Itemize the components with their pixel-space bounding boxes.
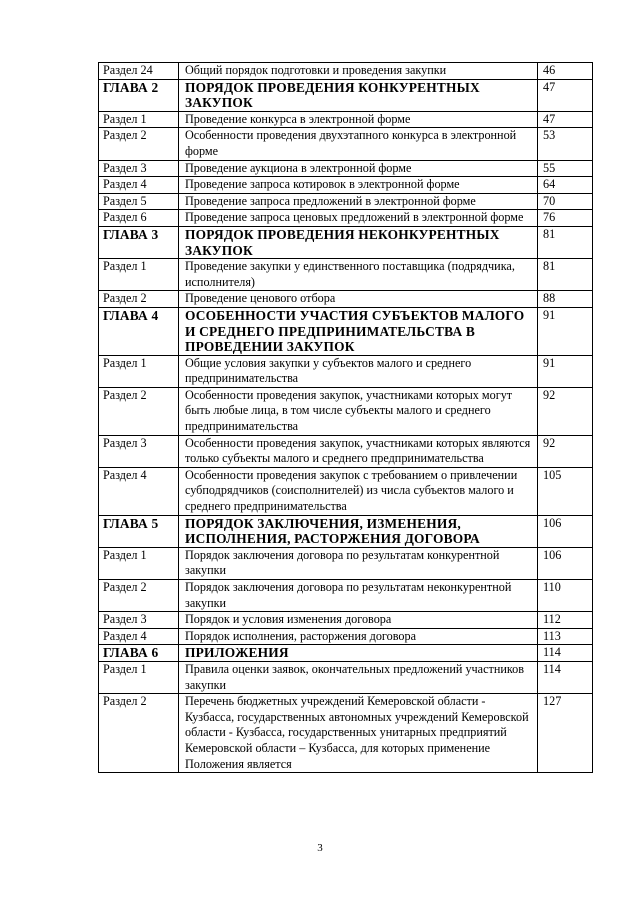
toc-entry-title: Порядок заключения договора по результатам конкурентной закупки xyxy=(179,547,538,579)
toc-page-number: 91 xyxy=(538,307,593,355)
toc-section-label: Раздел 4 xyxy=(99,467,179,515)
toc-page-number: 106 xyxy=(538,515,593,547)
toc-page-number: 112 xyxy=(538,612,593,629)
toc-entry-title: Порядок и условия изменения договора xyxy=(179,612,538,629)
toc-page-number: 113 xyxy=(538,628,593,645)
toc-section-label: Раздел 1 xyxy=(99,355,179,387)
toc-page-number: 81 xyxy=(538,226,593,258)
toc-page-number: 92 xyxy=(538,387,593,435)
toc-page-number: 47 xyxy=(538,79,593,111)
toc-section-row xyxy=(99,355,593,387)
toc-chapter-row xyxy=(99,645,593,662)
toc-section-label: Раздел 3 xyxy=(99,435,179,467)
toc-entry-title: Особенности проведения закупок с требованием о привлечении субподрядчиков (соисполнителей) из числа субъектов малого и среднего предпринимательства xyxy=(179,467,538,515)
toc-entry-title: Проведение закупки у единственного поставщика (подрядчика, исполнителя) xyxy=(179,259,538,291)
toc-section-row xyxy=(99,628,593,645)
toc-section-label: Раздел 4 xyxy=(99,177,179,194)
toc-entry-title: Общие условия закупки у субъектов малого и среднего предпринимательства xyxy=(179,355,538,387)
toc-page-number: 91 xyxy=(538,355,593,387)
toc-page-number: 106 xyxy=(538,547,593,579)
toc-entry-title: ПОРЯДОК ПРОВЕДЕНИЯ НЕКОНКУРЕНТНЫХ ЗАКУПОК xyxy=(179,226,538,258)
toc-entry-title: Проведение запроса котировок в электронной форме xyxy=(179,177,538,194)
toc-entry-title: Особенности проведения закупок, участниками которых могут быть любые лица, в том числе субъекты малого и среднего предпринимательства xyxy=(179,387,538,435)
page-number: 3 xyxy=(317,842,323,854)
table-of-contents xyxy=(98,62,593,773)
toc-entry-title: Проведение ценового отбора xyxy=(179,291,538,308)
toc-section-row xyxy=(99,63,593,80)
toc-section-row xyxy=(99,259,593,291)
toc-page-number: 105 xyxy=(538,467,593,515)
toc-section-label: ГЛАВА 4 xyxy=(99,307,179,355)
toc-section-row xyxy=(99,193,593,210)
toc-chapter-row xyxy=(99,226,593,258)
toc-section-row xyxy=(99,210,593,227)
toc-page-number: 70 xyxy=(538,193,593,210)
toc-page-number: 81 xyxy=(538,259,593,291)
toc-page-number: 46 xyxy=(538,63,593,80)
toc-entry-title: Особенности проведения закупок, участниками которых являются только субъекты малого и среднего предпринимательства xyxy=(179,435,538,467)
toc-entry-title: Проведение аукциона в электронной форме xyxy=(179,160,538,177)
toc-section-row xyxy=(99,291,593,308)
toc-section-row xyxy=(99,177,593,194)
toc-entry-title: Особенности проведения двухэтапного конкурса в электронной форме xyxy=(179,128,538,160)
toc-entry-title: ПОРЯДОК ЗАКЛЮЧЕНИЯ, ИЗМЕНЕНИЯ, ИСПОЛНЕНИЯ, РАСТОРЖЕНИЯ ДОГОВОРА xyxy=(179,515,538,547)
toc-section-row xyxy=(99,661,593,693)
toc-entry-title: Проведение конкурса в электронной форме xyxy=(179,111,538,128)
toc-section-row xyxy=(99,160,593,177)
toc-page-number: 76 xyxy=(538,210,593,227)
toc-page-number: 55 xyxy=(538,160,593,177)
toc-section-label: Раздел 4 xyxy=(99,628,179,645)
toc-page-number: 64 xyxy=(538,177,593,194)
toc-page-number: 47 xyxy=(538,111,593,128)
toc-section-label: Раздел 1 xyxy=(99,111,179,128)
toc-entry-title: ОСОБЕННОСТИ УЧАСТИЯ СУБЪЕКТОВ МАЛОГО И СРЕДНЕГО ПРЕДПРИНИМАТЕЛЬСТВА В ПРОВЕДЕНИИ ЗАКУПОК xyxy=(179,307,538,355)
toc-chapter-row xyxy=(99,515,593,547)
toc-section-label: Раздел 3 xyxy=(99,612,179,629)
toc-chapter-row xyxy=(99,79,593,111)
toc-entry-title: Порядок исполнения, расторжения договора xyxy=(179,628,538,645)
toc-body xyxy=(99,63,593,773)
toc-entry-title: ПРИЛОЖЕНИЯ xyxy=(179,645,538,662)
toc-section-row xyxy=(99,111,593,128)
toc-entry-title: Проведение запроса предложений в электронной форме xyxy=(179,193,538,210)
toc-section-label: ГЛАВА 5 xyxy=(99,515,179,547)
toc-section-label: ГЛАВА 3 xyxy=(99,226,179,258)
toc-section-row xyxy=(99,547,593,579)
toc-page-number: 53 xyxy=(538,128,593,160)
toc-section-label: Раздел 5 xyxy=(99,193,179,210)
toc-entry-title: Правила оценки заявок, окончательных предложений участников закупки xyxy=(179,661,538,693)
toc-section-label: Раздел 1 xyxy=(99,547,179,579)
toc-entry-title: Перечень бюджетных учреждений Кемеровской области - Кузбасса, государственных автономных учреждений Кемеровской области - Кузбасса, государственных унитарных предприятий Кемеровской области – Кузбасса, для которых применение Положения является xyxy=(179,694,538,773)
toc-page-number: 114 xyxy=(538,661,593,693)
toc-page-number: 88 xyxy=(538,291,593,308)
toc-section-label: Раздел 1 xyxy=(99,259,179,291)
toc-entry-title: Порядок заключения договора по результатам неконкурентной закупки xyxy=(179,580,538,612)
toc-chapter-row xyxy=(99,307,593,355)
toc-section-label: ГЛАВА 2 xyxy=(99,79,179,111)
toc-section-label: Раздел 1 xyxy=(99,661,179,693)
toc-section-label: Раздел 6 xyxy=(99,210,179,227)
toc-page-number: 110 xyxy=(538,580,593,612)
toc-section-row xyxy=(99,694,593,773)
toc-entry-title: Проведение запроса ценовых предложений в электронной форме xyxy=(179,210,538,227)
toc-entry-title: ПОРЯДОК ПРОВЕДЕНИЯ КОНКУРЕНТНЫХ ЗАКУПОК xyxy=(179,79,538,111)
toc-entry-title: Общий порядок подготовки и проведения закупки xyxy=(179,63,538,80)
toc-section-label: Раздел 2 xyxy=(99,128,179,160)
toc-section-label: Раздел 24 xyxy=(99,63,179,80)
toc-section-label: Раздел 3 xyxy=(99,160,179,177)
toc-section-label: Раздел 2 xyxy=(99,580,179,612)
toc-section-label: Раздел 2 xyxy=(99,387,179,435)
toc-section-row xyxy=(99,128,593,160)
toc-section-row xyxy=(99,435,593,467)
toc-page-number: 92 xyxy=(538,435,593,467)
toc-section-row xyxy=(99,612,593,629)
toc-page-number: 127 xyxy=(538,694,593,773)
toc-section-label: Раздел 2 xyxy=(99,291,179,308)
toc-section-row xyxy=(99,467,593,515)
toc-section-row xyxy=(99,580,593,612)
toc-page-number: 114 xyxy=(538,645,593,662)
toc-section-row xyxy=(99,387,593,435)
toc-section-label: Раздел 2 xyxy=(99,694,179,773)
toc-section-label: ГЛАВА 6 xyxy=(99,645,179,662)
